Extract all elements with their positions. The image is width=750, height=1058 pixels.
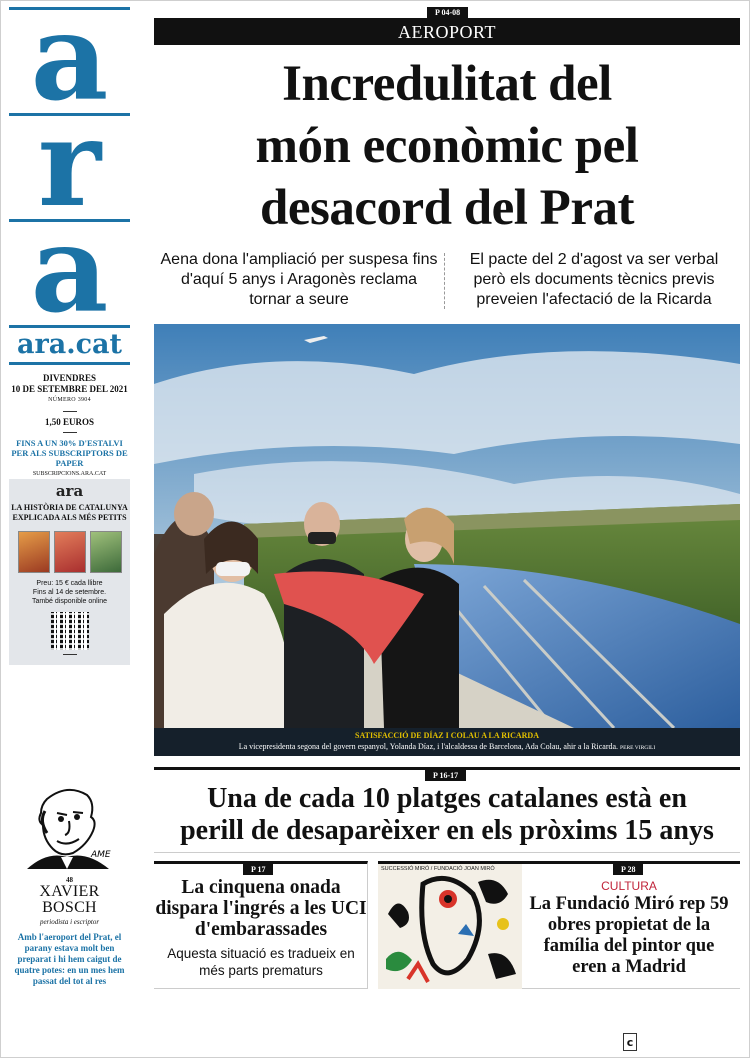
book-covers (9, 531, 130, 573)
lead-subhead-right: El pacte del 2 d'agost va ser verbal però els documents tècnics previs preveien l'afectació de la Ricarda (469, 251, 719, 308)
ad-logo: ara (55, 482, 84, 500)
site-url[interactable]: ara.cat (16, 329, 123, 360)
story3-subhead: Aquesta situació es tradueix en més parts prematurs (167, 946, 355, 978)
book-cover (54, 531, 86, 573)
subhead-divider (444, 253, 445, 309)
subscription-promo: FINS A UN 30% D'ESTALVI PER ALS SUBSCRIPTORS DE PAPER (11, 438, 128, 468)
masthead (9, 7, 130, 477)
divider (63, 432, 77, 433)
c-logo-icon: c (623, 1033, 637, 1051)
lead-headline-line: desacord del Prat (260, 180, 634, 236)
issue-number: NÚMERO 3904 (48, 397, 91, 403)
caption-body (154, 741, 740, 754)
books-ad[interactable] (9, 479, 130, 665)
divider (63, 411, 77, 412)
ad-price: Preu: 15 € cada llibre (36, 580, 103, 587)
weekday: DIVENDRES (42, 373, 96, 383)
miro-artwork[interactable] (378, 864, 522, 989)
lead-headline-line: món econòmic pel (255, 118, 639, 174)
story4-kicker: CULTURA (601, 879, 657, 893)
subscriptions-link[interactable]: SUBSCRIPCIONS.ARA.CAT (32, 471, 107, 477)
lead-photo[interactable] (154, 324, 740, 728)
date-block (9, 373, 130, 406)
ad-deadline: Fins al 14 de setembre. (32, 589, 107, 596)
story2-headline-line: Una de cada 10 platges catalanes està en (207, 783, 687, 814)
story2-headline-line: perill de desaparèixer en els pròxims 15 anys (180, 815, 714, 846)
lead-headline-line: Incredulitat del (282, 56, 612, 112)
lead-subhead-left: Aena dona l'ampliació per suspesa fins d'aquí 5 anys i Aragonès reclama tornar a seure (160, 251, 438, 308)
section-bar-aeroport[interactable]: AEROPORT (154, 18, 740, 45)
caption-head: SATISFACCIÓ DE DÍAZ I COLAU A LA RICARDA (355, 731, 539, 740)
story4-page-tag: P 28 (613, 864, 643, 875)
divider (63, 654, 77, 655)
story2-page-tag: P 16-17 (425, 770, 466, 781)
lead-page-tag: P 04-08 (427, 7, 468, 18)
book-cover (90, 531, 122, 573)
book-cover (18, 531, 50, 573)
price: 1,50 EUROS (44, 417, 94, 427)
columnist-first-name: XAVIER (39, 883, 100, 900)
logo-letter-a2: a (30, 222, 109, 325)
logo-rule (9, 362, 130, 365)
ad-details (9, 579, 130, 606)
columnist-caricature-icon (17, 781, 117, 871)
caricature-signature: AME (91, 850, 111, 860)
columnist-page: 48 (66, 876, 73, 884)
qr-code-icon[interactable] (51, 612, 89, 650)
lead-headline[interactable] (154, 53, 740, 239)
logo-letter-r: r (37, 116, 102, 219)
photo-caption (154, 728, 740, 756)
story2-headline[interactable] (154, 783, 740, 847)
opinion-column[interactable] (9, 876, 130, 987)
story4-headline[interactable]: La Fundació Miró rep 59 obres propietat de la família del pintor que eren a Madrid (529, 894, 729, 977)
caption-text: La vicepresidenta segona del govern espanyol, Yolanda Díaz, i l'alcaldessa de Barcelona, Ada Colau, ahir a la Ricarda. (238, 742, 619, 751)
date: 10 DE SETEMBRE DEL 2021 (11, 384, 128, 394)
photo-credit: PERE VIRGILI (620, 745, 656, 751)
logo-letter-a1: a (30, 10, 109, 113)
story3-headline[interactable]: La cinquena onada dispara l'ingrés a les UCI d'embarassades (155, 877, 367, 940)
columnist-last-name: BOSCH (42, 899, 97, 916)
artwork-credit: SUCCESSIÓ MIRÓ / FUNDACIÓ JOAN MIRÓ (381, 866, 495, 872)
ad-online: També disponible online (31, 598, 108, 605)
story3-page-tag: P 17 (243, 864, 273, 875)
columnist-quote: Amb l'aeroport del Prat, el parany estava molt ben preparat i hi hem caigut de quatre potes: en un mes hem passat del tot al res (14, 932, 125, 986)
columnist-role: periodista i escriptor (39, 918, 100, 926)
ad-title: LA HISTÒRIA DE CATALUNYA EXPLICADA ALS MÉS PETITS (11, 503, 128, 522)
